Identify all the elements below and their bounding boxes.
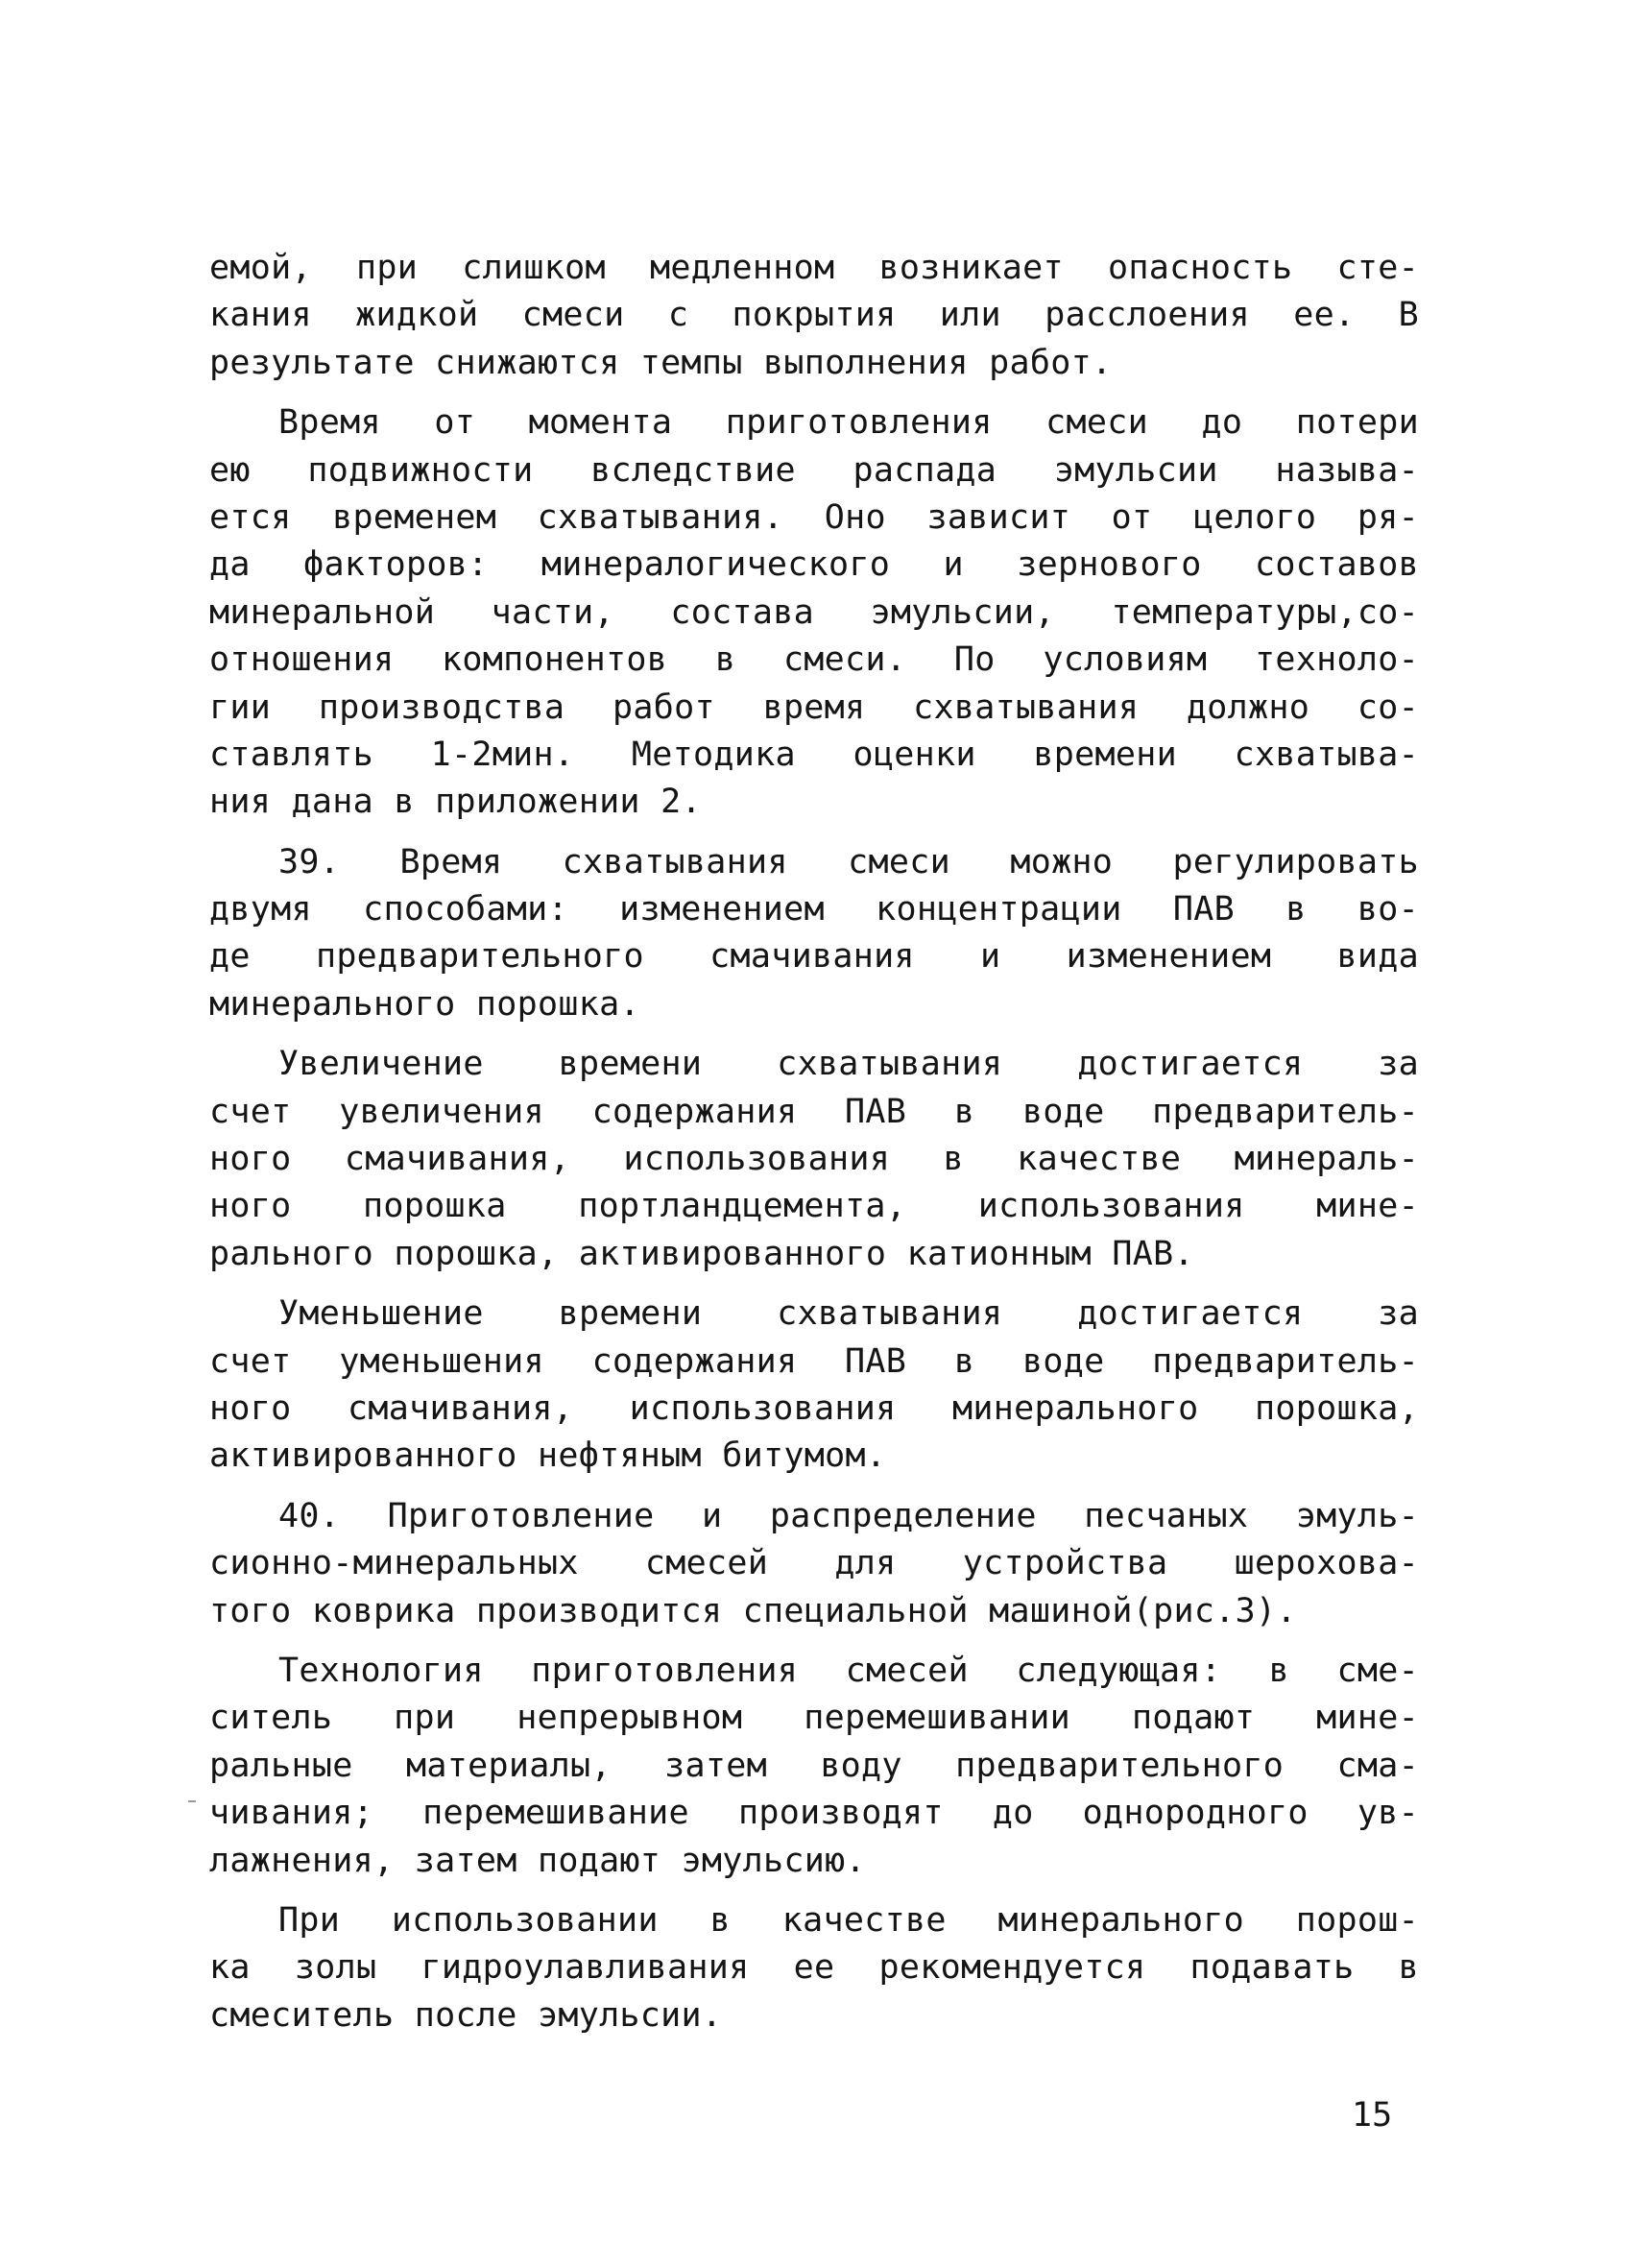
text-line: сионно-минеральных смесей для устройства шероховa-	[209, 1544, 1419, 1583]
text-line: Технология приготовления смесей следующая: в сме-	[278, 1651, 1419, 1690]
text-line: Уменьшение времени схватывания достигается за	[278, 1294, 1419, 1334]
text-line: кания жидкой смеси с покрытия или расслоения ее. В	[209, 296, 1419, 335]
text-line: того коврика производится специальной машиной(рис.3).	[209, 1591, 1297, 1630]
paragraph	[209, 1493, 1419, 1635]
text-line: ния дана в приложении 2.	[209, 783, 702, 822]
text-line: ставлять 1-2мин. Методика оценки времени схватыва-	[209, 735, 1419, 774]
paragraph	[209, 839, 1419, 1029]
paragraph	[209, 1897, 1419, 2039]
text-line: двумя способами: изменением концентрации ПАВ в во-	[209, 890, 1419, 929]
text-line: да факторов: минералогического и зернового составов	[209, 545, 1419, 585]
text-line: активированного нефтяным битумом.	[209, 1436, 887, 1476]
text-line: минеральной части, состава эмульсии, температуры,со-	[209, 592, 1419, 632]
text-line: счет увеличения содержания ПАВ в воде предваритель-	[209, 1092, 1419, 1131]
text-line: 40. Приготовление и распределение песчаных эмуль-	[278, 1496, 1419, 1535]
text-line: отношения компонентов в смеси. По условиям техноло-	[209, 640, 1419, 680]
text-line: При использовании в качестве минерального порош-	[278, 1900, 1419, 1940]
scan-artifact-mark	[188, 1800, 196, 1802]
text-line: ного порошка портландцемента, использования мине-	[209, 1187, 1419, 1226]
text-line: результате снижаются темпы выполнения работ.	[209, 343, 1113, 382]
text-line: чивания; перемешивание производят до однородного ув-	[209, 1794, 1419, 1833]
paragraph	[209, 1291, 1419, 1481]
text-line: минерального порошка.	[209, 984, 640, 1024]
text-line: ею подвижности вследствие распада эмульсии называ-	[209, 450, 1419, 490]
text-line: смеситель после эмульсии.	[209, 1995, 723, 2035]
text-line: ральные материалы, затем воду предварительного сма-	[209, 1746, 1419, 1785]
text-line: ка золы гидроулавливания ее рекомендуется подавать в	[209, 1948, 1419, 1988]
text-line: де предварительного смачивания и изменением вида	[209, 937, 1419, 977]
paragraph	[209, 1648, 1419, 1885]
text-line: емой, при слишком медленном возникает опасность сте-	[209, 249, 1419, 287]
text-line: ется временем схватывания. Оно зависит от целого ря-	[209, 497, 1419, 537]
text-line: ного смачивания, использования в качестве минераль-	[209, 1140, 1419, 1179]
text-line: лажнения, затем подают эмульсию.	[209, 1841, 866, 1880]
text-line: 39. Время схватывания смеси можно регулировать	[278, 842, 1419, 881]
paragraph	[209, 399, 1419, 827]
text-line: гии производства работ время схватывания должно со-	[209, 688, 1419, 727]
text-line: ного смачивания, использования минерального порошка,	[209, 1388, 1419, 1428]
text-line: Увеличение времени схватывания достигается за	[278, 1045, 1419, 1084]
text-line: рального порошка, активированного катионным ПАВ.	[209, 1234, 1194, 1273]
page-number: 15	[1352, 2096, 1393, 2135]
text-line: Время от момента приготовления смеси до потери	[278, 403, 1419, 443]
body-text	[209, 245, 1419, 2052]
paragraph	[209, 1041, 1419, 1278]
text-line: ситель при непрерывном перемешивании подают мине-	[209, 1699, 1419, 1738]
paragraph	[209, 245, 1419, 387]
text-line: счет уменьшения содержания ПАВ в воде предваритель-	[209, 1341, 1419, 1381]
